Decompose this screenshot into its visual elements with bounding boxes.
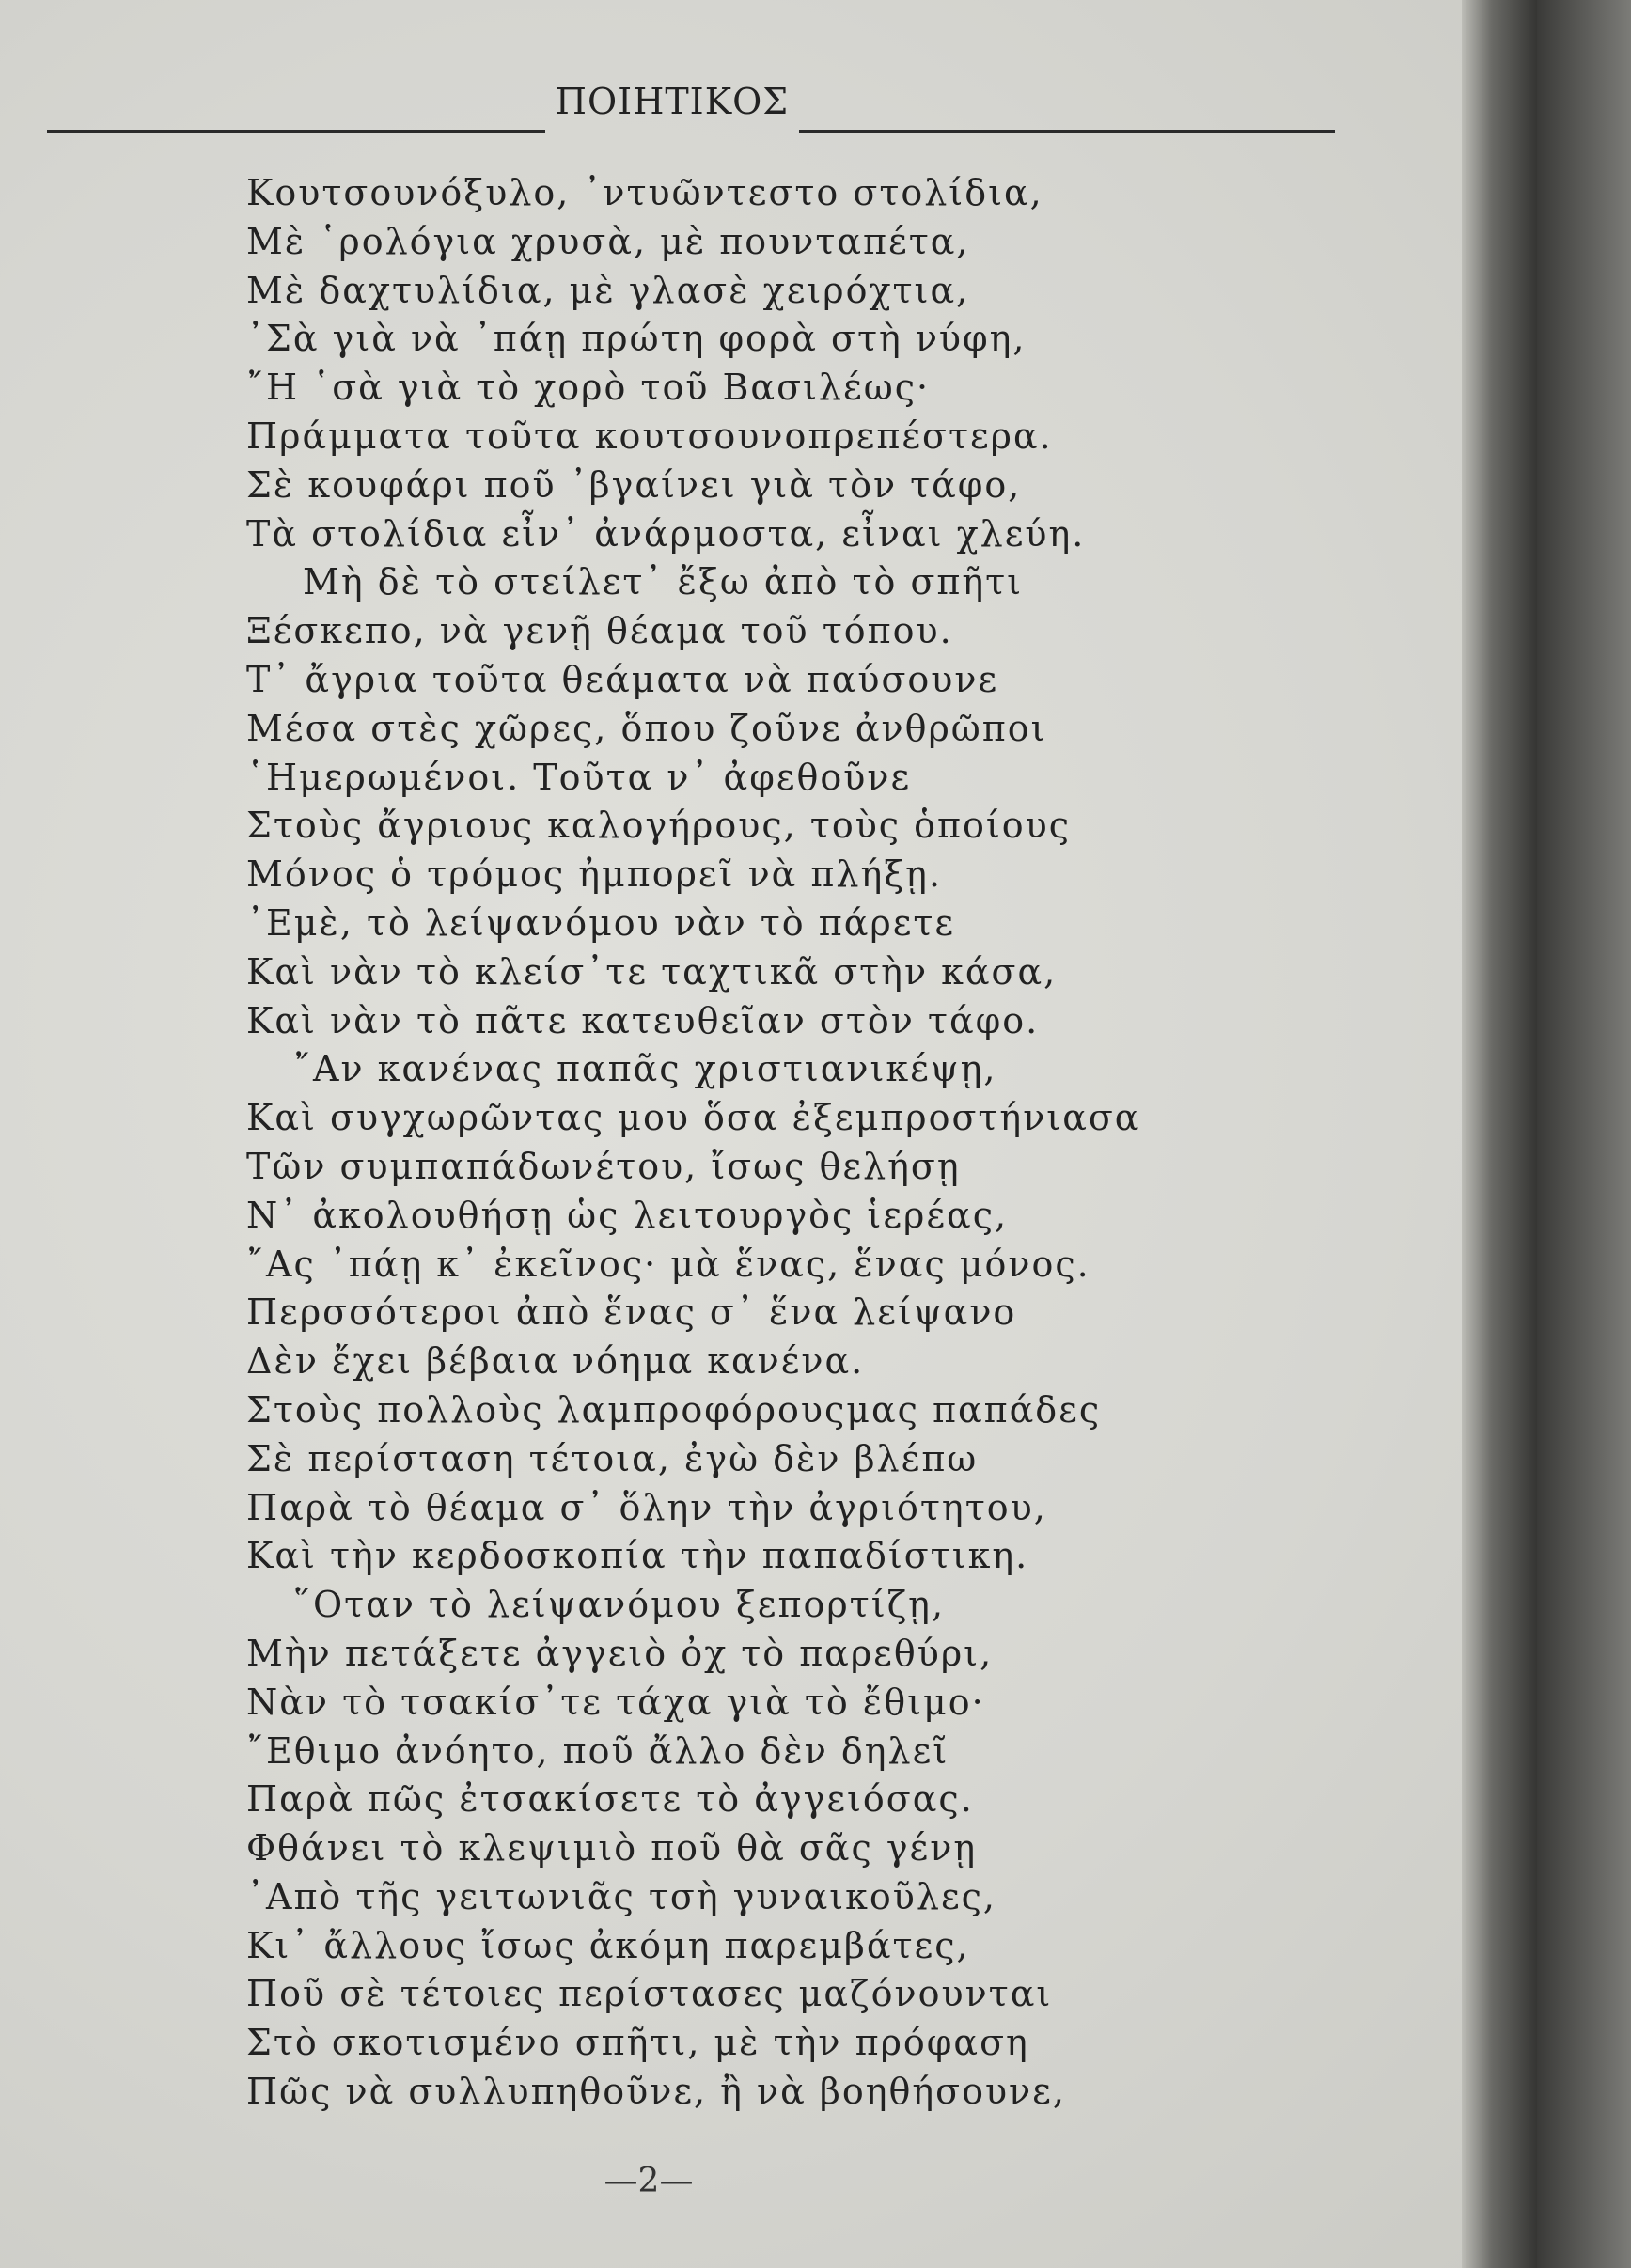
poem-line: Φθάνει τὸ κλεψιμιὸ ποῦ θὰ σᾶς γένῃ [246, 1827, 978, 1869]
header-title: ΠΟΙΗΤΙΚΟΣ [555, 81, 790, 122]
page-number: —2— [604, 2162, 694, 2200]
poem-line: Κι᾽ ἄλλους ἴσως ἀκόμη παρεμβάτες, [246, 1924, 970, 1966]
poem-line: ῎Η ῾σὰ γιὰ τὸ χορὸ τοῦ Βασιλέως· [246, 367, 931, 409]
poem-line: ᾽Απὸ τῆς γειτωνιᾶς τσὴ γυναικοῦλες, [246, 1875, 996, 1917]
poem-line: ῾Ημερωμένοι. Τοῦτα ν᾽ ἀφεθοῦνε [246, 756, 912, 798]
poem-text [246, 169, 1412, 2117]
poem-line: Μὴ δὲ τὸ στείλετ᾽ ἔξω ἀπὸ τὸ σπῆτι [303, 561, 1024, 603]
poem-line: Σὲ κουφάρι ποῦ ᾽βγαίνει γιὰ τὸν τάφο, [246, 463, 1022, 506]
poem-line: Μὴν πετάξετε ἀγγειὸ ὀχ τὸ παρεθύρι, [246, 1632, 994, 1674]
poem-line: Μέσα στὲς χῶρες, ὅπου ζοῦνε ἀνθρῶποι [246, 707, 1047, 749]
poem-line: Πῶς νὰ συλλυπηθοῦνε, ἢ νὰ βοηθήσουνε, [246, 2071, 1066, 2113]
poem-line: ᾽Εμὲ, τὸ λείψανόμου νὰν τὸ πάρετε [246, 901, 956, 944]
poem-line: Σὲ περίσταση τέτοια, ἐγὼ δὲν βλέπω [246, 1437, 979, 1479]
poem-line: Πράμματα τοῦτα κουτσουνοπρεπέστερα. [246, 414, 1053, 457]
poem-line: Περσσότεροι ἀπὸ ἕνας σ᾽ ἕνα λείψανο [246, 1291, 1017, 1334]
poem-line: Ποῦ σὲ τέτοιες περίστασες μαζόνουνται [246, 1973, 1053, 2015]
poem-line: Νὰν τὸ τσακίσ᾽τε τάχα γιὰ τὸ ἔθιμο· [246, 1681, 985, 1723]
poem-line: Καὶ νὰν τὸ πᾶτε κατευθεῖαν στὸν τάφο. [246, 999, 1040, 1041]
poem-line: ῞Οταν τὸ λείψανόμου ξεπορτίζῃ, [293, 1584, 946, 1626]
poem-line: Τ᾽ ἄγρια τοῦτα θεάματα νὰ παύσουνε [246, 658, 999, 700]
poem-line: Καὶ συγχωρῶντας μου ὅσα ἐξεμπροστήνιασα [246, 1097, 1141, 1139]
poem-line: Στοὺς ἄγριους καλογήρους, τοὺς ὁποίους [246, 805, 1072, 847]
poem-line: Ν᾽ ἀκολουθήσῃ ὡς λειτουργὸς ἱερέας, [246, 1194, 1009, 1236]
poem-line: Κουτσουνόξυλο, ᾽ντυῶντεστο στολίδια, [246, 172, 1043, 213]
poem-line: Στὸ σκοτισμένο σπῆτι, μὲ τὴν πρόφαση [246, 2022, 1029, 2064]
poem-line: ῎Εθιμο ἀνόητο, ποῦ ἄλλο δὲν δηλεῖ [246, 1729, 949, 1772]
running-header [47, 75, 1288, 141]
poem-line: Ξέσκεπο, νὰ γενῇ θέαμα τοῦ τόπου. [246, 610, 953, 652]
poem-line: Μὲ ῾ρολόγια χρυσὰ, μὲ πουνταπέτα, [246, 220, 970, 262]
header-rule-left [47, 130, 545, 133]
poem-line: Μὲ δαχτυλίδια, μὲ γλασὲ χειρόχτια, [246, 269, 970, 311]
poem-line: Καὶ νὰν τὸ κλείσ᾽τε ταχτικᾶ στὴν κάσα, [246, 950, 1058, 993]
poem-line: Τὰ στολίδια εἶν᾽ ἀνάρμοστα, εἶναι χλεύη. [246, 512, 1086, 555]
poem-line: Καὶ τὴν κερδοσκοπία τὴν παπαδίστικη. [246, 1535, 1029, 1577]
binding-shadow [1462, 0, 1537, 2268]
page-edge [1537, 0, 1631, 2268]
poem-line: Τῶν συμπαπάδωνέτου, ἴσως θελήσῃ [246, 1145, 961, 1187]
poem-line: Παρὰ τὸ θέαμα σ᾽ ὅλην τὴν ἀγριότητου, [246, 1486, 1047, 1528]
poem-line: Παρὰ πῶς ἐτσακίσετε τὸ ἀγγειόσας. [246, 1778, 974, 1821]
header-rule-right [799, 130, 1335, 133]
poem-line: Μόνος ὁ τρόμος ἠμπορεῖ νὰ πλήξῃ. [246, 853, 943, 896]
poem-line: ῎Αν κανένας παπᾶς χριστιανικέψῃ, [293, 1048, 997, 1090]
poem-line: Στοὺς πολλοὺς λαμπροφόρουςμας παπάδες [246, 1388, 1102, 1431]
poem-line: ᾽Σὰ γιὰ νὰ ᾽πάῃ πρώτη φορὰ στὴ νύφη, [246, 318, 1027, 360]
poem-line: Δὲν ἔχει βέβαια νόημα κανένα. [246, 1340, 865, 1383]
poem-line: ῎Ας ᾽πάῃ κ᾽ ἐκεῖνος· μὰ ἕνας, ἕνας μόνος. [246, 1243, 1090, 1285]
